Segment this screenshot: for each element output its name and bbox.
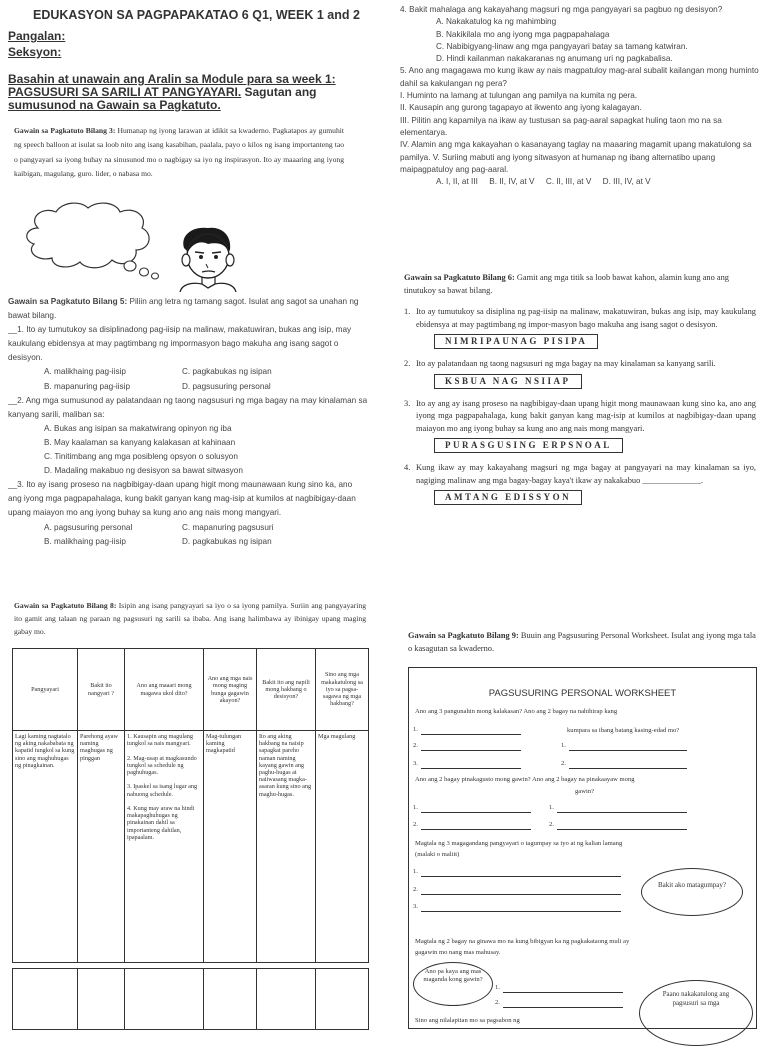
improve-oval-text: Ano pa kaya ang mas maganda kong gawin? <box>423 968 483 983</box>
answer-line[interactable] <box>503 1007 623 1008</box>
success-oval-text: Bakit ako matagumpay? <box>657 881 727 889</box>
blank-cell[interactable] <box>257 969 316 1030</box>
gawain6-intro: Gamit ang mga titik sa loob bawat kahon, alamin kung ano ang tinutukoy sa bawat bilang. <box>404 273 729 295</box>
gawain6-section <box>404 272 756 505</box>
page-title: EDUKASYON SA PAGPAPAKATAO 6 Q1, WEEK 1 and 2 <box>33 8 360 22</box>
blank-cell[interactable] <box>204 969 257 1030</box>
q1-option-b: B. mapanuring pag-iisip <box>44 381 131 391</box>
answer-line[interactable] <box>421 768 521 769</box>
answer-line[interactable] <box>557 812 687 813</box>
ws-question-2b: gawin? <box>575 788 595 795</box>
q4-option-c: C. Nabibigyang-linaw ang mga pangyayari batay sa tamang katwiran. <box>436 41 688 51</box>
gawain9-label: Gawain sa Pagkatuto Bilang 9: <box>408 631 519 640</box>
q5-statement-i: I. Huminto na lamang at tulungan ang pamilya na kumita ng pera. <box>400 91 638 101</box>
gawain8-body: Isipin ang isang pangyayari sa iyo o sa iyong pamilya. Suriin ang pangyayaring ito gamit ang talaan ng paraan ng pagsusuri ng sarili sa ibaba. Ang isang halimbawa ay ibinigay upang maging gabay mo. <box>14 601 367 636</box>
gawain6-item <box>404 462 756 505</box>
q2-option-c: C. Tinitimbang ang mga posibleng opsyon o solusyon <box>44 452 238 462</box>
q4-option-d: D. Hindi kailanman nakakaranas ng anumang uri ng pagkabalisa. <box>436 54 673 64</box>
gawain6-item <box>404 398 756 454</box>
q5-statement-ii: II. Kausapin ang gurong tagapayo at ikwento ang iyong kalagayan. <box>400 103 642 113</box>
ws-question-3: Magtala ng 3 magagandang pangyayari o tagumpay sa iyo at ng kalian lamang <box>415 840 623 847</box>
blank-cell[interactable] <box>125 969 204 1030</box>
instr-line1: Basahin at unawain ang Aralin sa Module para sa week 1: <box>8 72 336 86</box>
ws-bottom-text: Sino ang nilalapitan mo sa pagsabon ng <box>415 1017 520 1024</box>
gawain9-body: Buuin ang Pagsusuring Personal Worksheet. Isulat ang iyong mga tala o kasagutan sa kwaderno. <box>408 631 756 653</box>
q2-option-d: D. Madaling makabuo ng desisyon sa bawat sitwasyon <box>44 466 243 476</box>
item-text: Ito ay palatandaan ng taong nagsusuri ng mga bagay na may kinalaman sa kanyang sarili. <box>416 359 716 368</box>
answer-line[interactable] <box>557 829 687 830</box>
improve-oval <box>413 962 493 1006</box>
gawain9-text <box>408 630 758 655</box>
answer-line[interactable] <box>569 768 687 769</box>
gawain8-text <box>14 599 366 638</box>
table-cell: Mag-tulungan kaming magkapatid <box>204 731 257 963</box>
q4-option-a: A. Nakakatulog ka ng mahimbing <box>436 17 557 27</box>
ws-question-2: Ano ang 2 bagay pinakagusto mong gawin? Ano ang 2 bagay na pinakaayaw mong <box>415 776 635 783</box>
q3-option-d: D. pagkabukas ng isipan <box>182 536 272 546</box>
gawain5-q1: __1. Ito ay tumutukoy sa disiplinadong pag-iisip na malinaw, makatuwiran, bukas ang isip, may kaukulang ebidensya at may pagtimbang ng impormasyon bago makuha ang isang sagot o desisyon. <box>8 325 352 363</box>
line-number: 2. <box>495 999 500 1006</box>
line-number: 1. <box>561 742 566 749</box>
q3-option-c: C. mapanuring pagsusuri <box>182 522 274 532</box>
item-number: 1. <box>404 307 411 316</box>
q1-option-a: A. malikhaing pag-iisip <box>44 367 126 377</box>
analysis-table <box>12 648 369 963</box>
q3-option-b: B. malikhaing pag-iisip <box>44 536 126 546</box>
answer-line[interactable] <box>421 734 521 735</box>
col-header: Ano ang maaari mong magawa ukol dito? <box>125 649 204 731</box>
personal-worksheet <box>408 667 757 1029</box>
boy-icon <box>162 226 252 292</box>
blank-cell[interactable] <box>78 969 125 1030</box>
gawain5-q3: __3. Ito ay isang proseso na nagbibigay-daan upang higit mong maunawaan kung sino ka, ano ang iyong mga pagpapahalaga, kung bakit ganyan kang mag-isip at kumilos at nagbibigay-daan upang maiayon mo ang iyong buhay sa kung ano ang nais mong mangyari. <box>8 480 356 518</box>
instr-line2b: Sagutan ang <box>241 85 317 99</box>
gawain8-label: Gawain sa Pagkatuto Bilang 8: <box>14 601 117 610</box>
blank-cell[interactable] <box>13 969 78 1030</box>
ws-question-1: Ano ang 3 pangunahin mong kalakasan? Ano ang 2 bagay na nahihirap kang <box>415 708 618 715</box>
table-cell: 1. Kausapin ang magulang tungkol sa nais mangyari. 2. Mag-usap at magkasundo tungkol sa schedule ng paghuhugas. 3. Ipaskel sa isang lugar ang nabuong schedule. 4. Kung may araw na hindi makapaghuhugas ng pinakainan dahil sa importanteng dahilan, ipapaalam. <box>125 731 204 963</box>
right-questions <box>400 4 760 188</box>
gawain5-section <box>8 295 368 549</box>
answer-line[interactable] <box>421 829 531 830</box>
item-number: 4. <box>404 463 411 472</box>
q3-option-a: A. pagsusuring personal <box>44 522 133 532</box>
instr-line2: PAGSUSURI SA SARILI AT PANGYAYARI. <box>8 85 242 99</box>
item-number: 2. <box>404 359 411 368</box>
scrambled-word-box: AMTANG EDISSYON <box>434 490 582 505</box>
worksheet-title: PAGSUSURING PERSONAL WORKSHEET <box>488 688 677 699</box>
table-cell: Ito ang aking hakbang na naisip sapagkat pareho naman naming kayang gawin ang paghu-hugas at naiiwasang magka-asaran kung sino ang maghu-hugas. <box>257 731 316 963</box>
table-cell: Mga magulang <box>316 731 369 963</box>
line-number: 2. <box>413 821 418 828</box>
success-oval <box>641 868 743 916</box>
question-4: 4. Bakit mahalaga ang kakayahang magsuri ng mga pangyayari sa pagbuo ng desisyon? <box>400 5 723 14</box>
answer-line[interactable] <box>569 750 687 751</box>
item-text: Ito ay tumutukoy sa disiplina ng pag-iisip na malinaw, makatuwiran, bukas ang isip, may kaukulang ebidensya at may pagtimbang ng impor-masyon bago makuha ang isang sagot o desisyon. <box>416 307 756 329</box>
q5-statement-iv: IV. Alamin ang mga kakayahan o kasanayang taglay na maaaring magamit upang makatulong sa pamilya. V. Suriing mabuti ang iyong sitwasyon at humanap ng ibang alternatibo upang maipagpatuloy ang pag-aaral. <box>400 140 752 174</box>
answer-line[interactable] <box>421 750 521 751</box>
gawain3-label: Gawain sa Pagkatuto Bilang 3: <box>14 126 116 135</box>
item-text: Kung ikaw ay may kakayahang magsuri ng mga bagay at pangyayari na may kinalaman sa iyo, nagiging malinaw ang mga bagay-bagay kaya't ikaw ay nakakabuo ______________. <box>416 463 756 485</box>
answer-line[interactable] <box>421 894 621 895</box>
line-number: 3. <box>413 903 418 910</box>
line-number: 1. <box>495 984 500 991</box>
q5-statement-iii: III. Pilitin ang kapamilya na ikaw ay tustusan sa pag-aaral sapagkat huling taon mo na sa elementarya. <box>400 115 722 137</box>
line-number: 1. <box>413 726 418 733</box>
col-header: Sino ang mga makakatulong sa iyo sa pagsa-sagawa ng mga hakbang? <box>316 649 369 731</box>
gawain5-q2: __2. Ang mga sumusunod ay palatandaan ng taong nagsusuri ng mga bagay na may kinalaman sa kanyang sarili, maliban sa: <box>8 395 368 419</box>
answer-line[interactable] <box>421 911 621 912</box>
section-label: Seksyon: <box>8 45 62 59</box>
blank-answer-table <box>12 968 369 1030</box>
answer-line[interactable] <box>421 876 621 877</box>
line-number: 2. <box>413 886 418 893</box>
ws-question-4b: gagawin mo nang mas mahusay. <box>415 949 501 956</box>
instr-line3: sumusunod na Gawain sa Pagkatuto. <box>8 98 221 112</box>
answer-line[interactable] <box>421 812 531 813</box>
line-number: 2. <box>561 760 566 767</box>
name-label: Pangalan: <box>8 29 66 43</box>
q1-option-c: C. pagkabukas ng isipan <box>182 367 272 377</box>
line-number: 1. <box>413 868 418 875</box>
gawain6-item <box>404 358 756 389</box>
gawain5-label: Gawain sa Pagkatuto Bilang 5: <box>8 297 128 306</box>
reflection-oval-text: Paano nakakatulong ang pagsusuri sa mga <box>662 991 730 1007</box>
question-5: 5. Ano ang magagawa mo kung ikaw ay nais magpatuloy mag-aral subalit kailangan mong huminto dahil sa kakulangan ng pera? <box>400 66 759 88</box>
col-header: Pangyayari <box>13 649 78 731</box>
q5-choices: A. I, II, at III B. II, IV, at V C. II, III, at V D. III, IV, at V <box>436 177 651 187</box>
col-header: Bakit ito nangyari ? <box>78 649 125 731</box>
table-cell: Parehong ayaw naming maghugas ng pinggan <box>78 731 125 963</box>
q2-option-a: A. Bukas ang isipan sa makatwirang opinyon ng iba <box>44 423 232 433</box>
item-text: Ito ay ang ay isang proseso na nagbibigay-daan upang higit mong maunawaan kung sino ka, ano ang iyong mga pagpapahalaga, kung bakit ganyan kang mag-isip at kumilos at nagbibigay-daan upang maiayon mo ang iyong buhay sa kung ano ang nais mong mangyari. <box>416 398 756 433</box>
ws-question-3b: (malaki o maliit) <box>415 851 460 858</box>
col-header: Ano ang mga nais mong maging bunga gagawin akayon? <box>204 649 257 731</box>
scrambled-word-box: KSBUA NAG NSIIAP <box>434 374 582 389</box>
gawain5-intro: Piliin ang letra ng tamang sagot. Isulat ang sagot sa unahan ng bawat bilang. <box>8 297 359 321</box>
gawain6-item <box>404 306 756 349</box>
line-number: 2. <box>413 742 418 749</box>
ws-question-1b: kumpara sa ibang batang kasing-edad mo? <box>567 727 680 734</box>
answer-line[interactable] <box>503 992 623 993</box>
reflection-oval <box>639 980 753 1046</box>
col-header: Bakit ito ang napili mong hakbang o desisyon? <box>257 649 316 731</box>
gawain6-label: Gawain sa Pagkatuto Bilang 6: <box>404 273 515 282</box>
instructions <box>8 73 343 112</box>
line-number: 2. <box>549 821 554 828</box>
q2-option-b: B. May kaalaman sa kanyang kalakasan at kahinaan <box>44 437 236 447</box>
blank-cell[interactable] <box>316 969 369 1030</box>
line-number: 1. <box>413 804 418 811</box>
gawain3-body: Humanap ng iyong larawan at idikit sa kwaderno. Pagkatapos ay gumuhit ng speech balloon at isulat sa loob nito ang isang kasabihan, paalala, payo o kilos ng isang importanteng tao o pangyayari sa iyong buhay na sinusunod mo o nagbigay sa iyo ng inspirasyon. Ito ay maaaring ang iyong kaibigan, magulang, guro. lider, o nabasa mo. <box>14 126 344 179</box>
ws-question-4: Magtala ng 2 bagay na ginawa mo na kung bibigyan ka ng pagkakataong muli ay <box>415 938 630 945</box>
scrambled-word-box: NIMRIPAUNAG PISIPA <box>434 334 598 349</box>
line-number: 3. <box>413 760 418 767</box>
gawain3-text <box>14 124 344 182</box>
q1-option-d: D. pagsusuring personal <box>182 381 271 391</box>
item-number: 3. <box>404 398 411 408</box>
line-number: 1. <box>549 804 554 811</box>
table-cell: Lagi kaming nagtatalo ng aking nakababata ng kapatid tungkol sa kung sino ang maghuhugas ng pinagkainan. <box>13 731 78 963</box>
q4-option-b: B. Nakikilala mo ang iyong mga pagpapahalaga <box>436 29 610 39</box>
scrambled-word-box: PURASGUSING ERPSNOAL <box>434 438 623 453</box>
